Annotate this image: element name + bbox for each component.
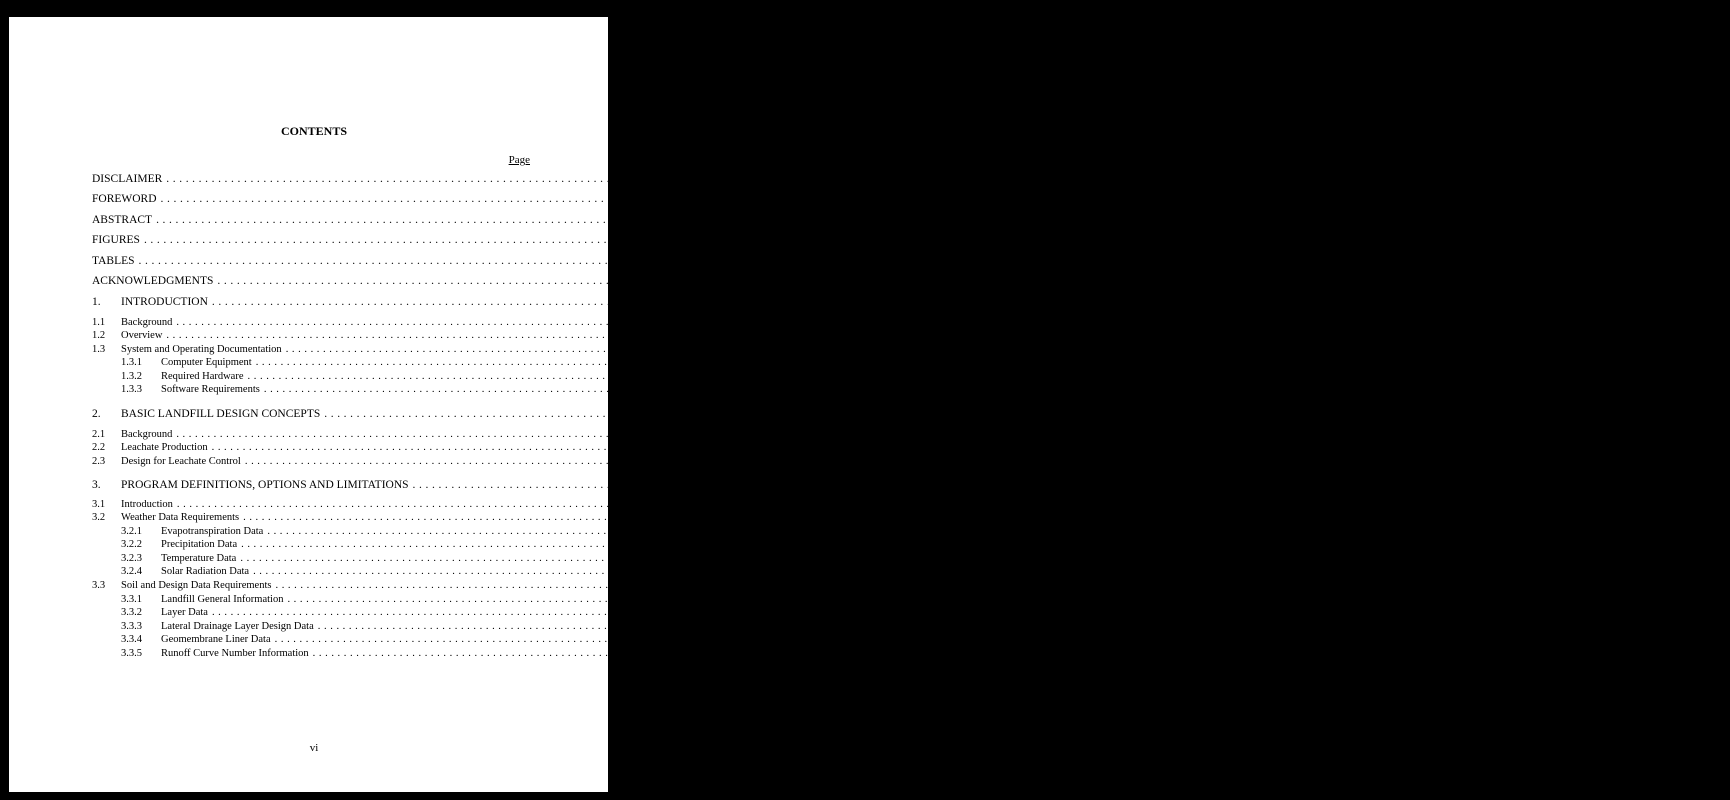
toc-entry-text: Temperature Data [161,553,237,564]
toc-entry-text: Introduction [121,499,173,510]
toc-entry-text: System and Operating Documentation [121,344,282,355]
toc-leader: ........................................................................................................................................................................................................ [412,479,1708,491]
toc-entry [92,330,1434,344]
toc-leader: ........................................................................................................................................................................................................ [324,408,1620,420]
toc-entry [92,512,1511,526]
toc-entry-number: 3.3.1 [121,594,142,605]
toc-entry-page: 9 [1723,479,1730,491]
toc-entry-page: 3 [1547,344,1553,355]
toc-entry [92,384,1531,398]
toc-entry [92,357,1523,371]
toc-entry [92,429,1444,443]
toc-entry [92,456,1512,470]
toc-entry-page: 3 [1428,330,1434,341]
toc-entry-page: 5 [1635,408,1642,420]
toc-entry-page: 24 [1531,580,1543,591]
toc-leader: ........................................................................................................................................................................................................ [274,634,1520,645]
toc-leader: ........................................................................................................................................................................................................ [317,621,1563,632]
toc-leader: ........................................................................................................................................................................................................ [156,214,1452,226]
toc-entry-number: 3.2 [92,512,106,523]
toc-entry [92,648,1580,662]
toc-entry-number: 1. [92,296,101,308]
toc-entry-page: ii [1476,173,1484,185]
toc-entry-text: ABSTRACT [92,214,153,226]
toc-entry-number: 3.3.5 [121,648,142,659]
toc-leader: ........................................................................................................................................................................................................ [240,553,1486,564]
toc-entry-number: 2.1 [92,429,106,440]
toc-entry-page: viii [1445,234,1461,246]
toc-entry [92,371,1515,385]
toc-entry-page: 9 [1504,512,1511,523]
toc-entry [92,317,1444,331]
toc-entry-text: Landfill General Information [161,594,284,605]
toc-leader: ........................................................................................................................................................................................................ [143,234,1439,246]
toc-entry-text: Overview [121,330,163,341]
toc-entry [92,526,1535,540]
toc-entry-page: 9 [1438,499,1444,510]
toc-entry-page: 24 [1543,594,1555,605]
toc-entry-text: Geomembrane Liner Data [161,634,271,645]
toc-leader: ........................................................................................................................................................................................................ [243,512,1489,523]
toc-entry-text: Solar Radiation Data [161,566,250,577]
toc-entry [92,499,1444,513]
toc-entry-number: 2.3 [92,456,106,467]
toc-entry-number: 1.3.2 [121,371,142,382]
page-title: CONTENTS [280,124,348,138]
toc-entry-page: iv [1464,214,1474,226]
toc-entry-number: 1.3 [92,344,106,355]
toc-entry [92,442,1479,456]
toc-entry-text: Runoff Curve Number Information [161,648,309,659]
toc-entry-page: 4 [1525,384,1531,395]
toc-entry-text: Leachate Production [121,442,208,453]
toc-entry-page: 1 [1523,296,1529,308]
toc-entry [92,594,1555,608]
toc-entry-number: 3.3.4 [121,634,142,645]
toc-entry [92,634,1542,648]
toc-entry-page: 9 [1529,526,1535,537]
toc-leader: ........................................................................................................................................................................................................ [211,607,1457,618]
toc-leader: ........................................................................................................................................................................................................ [211,296,1507,308]
toc-entry-page: 25 [1468,607,1479,618]
toc-entry-number: 3.2.4 [121,566,142,577]
toc-entry-text: PROGRAM DEFINITIONS, OPTIONS AND LIMITATIONS [121,479,409,491]
toc-entry-text: Software Requirements [161,384,260,395]
document-page [9,17,1730,792]
toc-entry-text: Required Hardware [161,371,244,382]
toc-entry-page: 22 [1509,566,1521,577]
toc-entry-text: Weather Data Requirements [121,512,240,523]
toc-entry-text: DISCLAIMER [92,173,163,185]
toc-entry-number: 3.3.2 [121,607,142,618]
toc-entry-page: 26 [1531,634,1542,645]
toc-leader: ........................................................................................................................................................................................................ [217,275,1513,287]
toc-entry-number: 3.3 [92,580,106,591]
toc-entry-text: FOREWORD [92,193,157,205]
toc-entry-page: 3 [1509,371,1515,382]
toc-entry-text: Design for Leachate Control [121,456,241,467]
toc-entry [92,234,1461,248]
page-column-header: Page [508,154,530,166]
toc-entry [92,607,1479,621]
toc-entry-page: 5 [1438,429,1444,440]
toc-entry-number: 3.3.3 [121,621,142,632]
toc-leader: ........................................................................................................................................................................................................ [166,173,1462,185]
toc-entry-text: Lateral Drainage Layer Design Data [161,621,314,632]
toc-entry [92,479,1730,493]
toc-entry-page: 5 [1473,442,1479,453]
toc-entry-text: Evapotranspiration Data [161,526,264,537]
toc-entry-number: 3.2.3 [121,553,142,564]
toc-leader: ........................................................................................................................................................................................................ [176,429,1422,440]
toc-entry [92,193,1478,207]
toc-entry-text: Background [121,429,173,440]
toc-entry-text: Computer Equipment [161,357,252,368]
toc-leader: ........................................................................................................................................................................................................ [312,648,1558,659]
toc-leader: ........................................................................................................................................................................................................ [275,580,1521,591]
toc-entry [92,173,1484,187]
toc-entry-number: 3.1 [92,499,106,510]
toc-entry-page: ix [1446,255,1456,267]
toc-entry-number: 1.3.1 [121,357,142,368]
toc-leader: ........................................................................................................................................................................................................ [285,344,1531,355]
toc-leader: ........................................................................................................................................................................................................ [166,330,1412,341]
toc-entry-page: 6 [1506,456,1512,467]
toc-entry [92,275,1535,289]
toc-leader: ........................................................................................................................................................................................................ [176,317,1422,328]
toc-leader: ........................................................................................................................................................................................................ [263,384,1509,395]
toc-entry-text: TABLES [92,255,135,267]
toc-leader: ........................................................................................................................................................................................................ [255,357,1501,368]
toc-leader: ........................................................................................................................................................................................................ [267,526,1513,537]
toc-leader: ........................................................................................................................................................................................................ [211,442,1457,453]
toc-entry-page: 19 [1496,553,1508,564]
toc-leader: ........................................................................................................................................................................................................ [138,255,1434,267]
toc-entry-number: 2. [92,408,101,420]
toc-entry-number: 3.2.1 [121,526,142,537]
toc-entry-page: x [1528,275,1535,287]
toc-entry-page: 26 [1569,648,1580,659]
toc-entry-text: Precipitation Data [161,539,238,550]
toc-entry-text: INTRODUCTION [121,296,208,308]
toc-entry [92,566,1521,580]
toc-entry [92,553,1508,567]
toc-entry-number: 3.2.2 [121,539,142,550]
toc-entry [92,296,1529,310]
toc-leader: ........................................................................................................................................................................................................ [244,456,1490,467]
toc-entry [92,408,1642,422]
toc-entry-page: 14 [1497,539,1509,550]
toc-entry-text: ACKNOWLEDGMENTS [92,275,214,287]
toc-entry-text: FIGURES [92,234,140,246]
toc-entry [92,214,1474,228]
toc-entry-text: Soil and Design Data Requirements [121,580,272,591]
toc-leader: ........................................................................................................................................................................................................ [253,566,1499,577]
toc-entry-page: 25 [1574,621,1585,632]
toc-entry-page: 1 [1438,317,1444,328]
toc-entry-page: 3 [1517,357,1523,368]
toc-leader: ........................................................................................................................................................................................................ [176,499,1422,510]
toc-entry-number: 3. [92,479,101,491]
toc-entry-number: 1.3.3 [121,384,142,395]
toc-entry-text: Background [121,317,173,328]
toc-entry-text: Layer Data [161,607,208,618]
toc-leader: ........................................................................................................................................................................................................ [241,539,1487,550]
toc-leader: ........................................................................................................................................................................................................ [247,371,1493,382]
toc-entry [92,255,1456,269]
toc-leader: ........................................................................................................................................................................................................ [160,193,1456,205]
toc-entry [92,621,1585,635]
toc-entry [92,344,1553,358]
toc-entry [92,539,1509,553]
toc-entry-number: 2.2 [92,442,106,453]
toc-entry-number: 1.1 [92,317,106,328]
toc-entry-page: iii [1467,193,1478,205]
page-number: vi [309,742,319,754]
toc-entry [92,580,1543,594]
toc-leader: ........................................................................................................................................................................................................ [287,594,1533,605]
toc-entry-number: 1.2 [92,330,106,341]
toc-entry-text: BASIC LANDFILL DESIGN CONCEPTS [121,408,321,420]
